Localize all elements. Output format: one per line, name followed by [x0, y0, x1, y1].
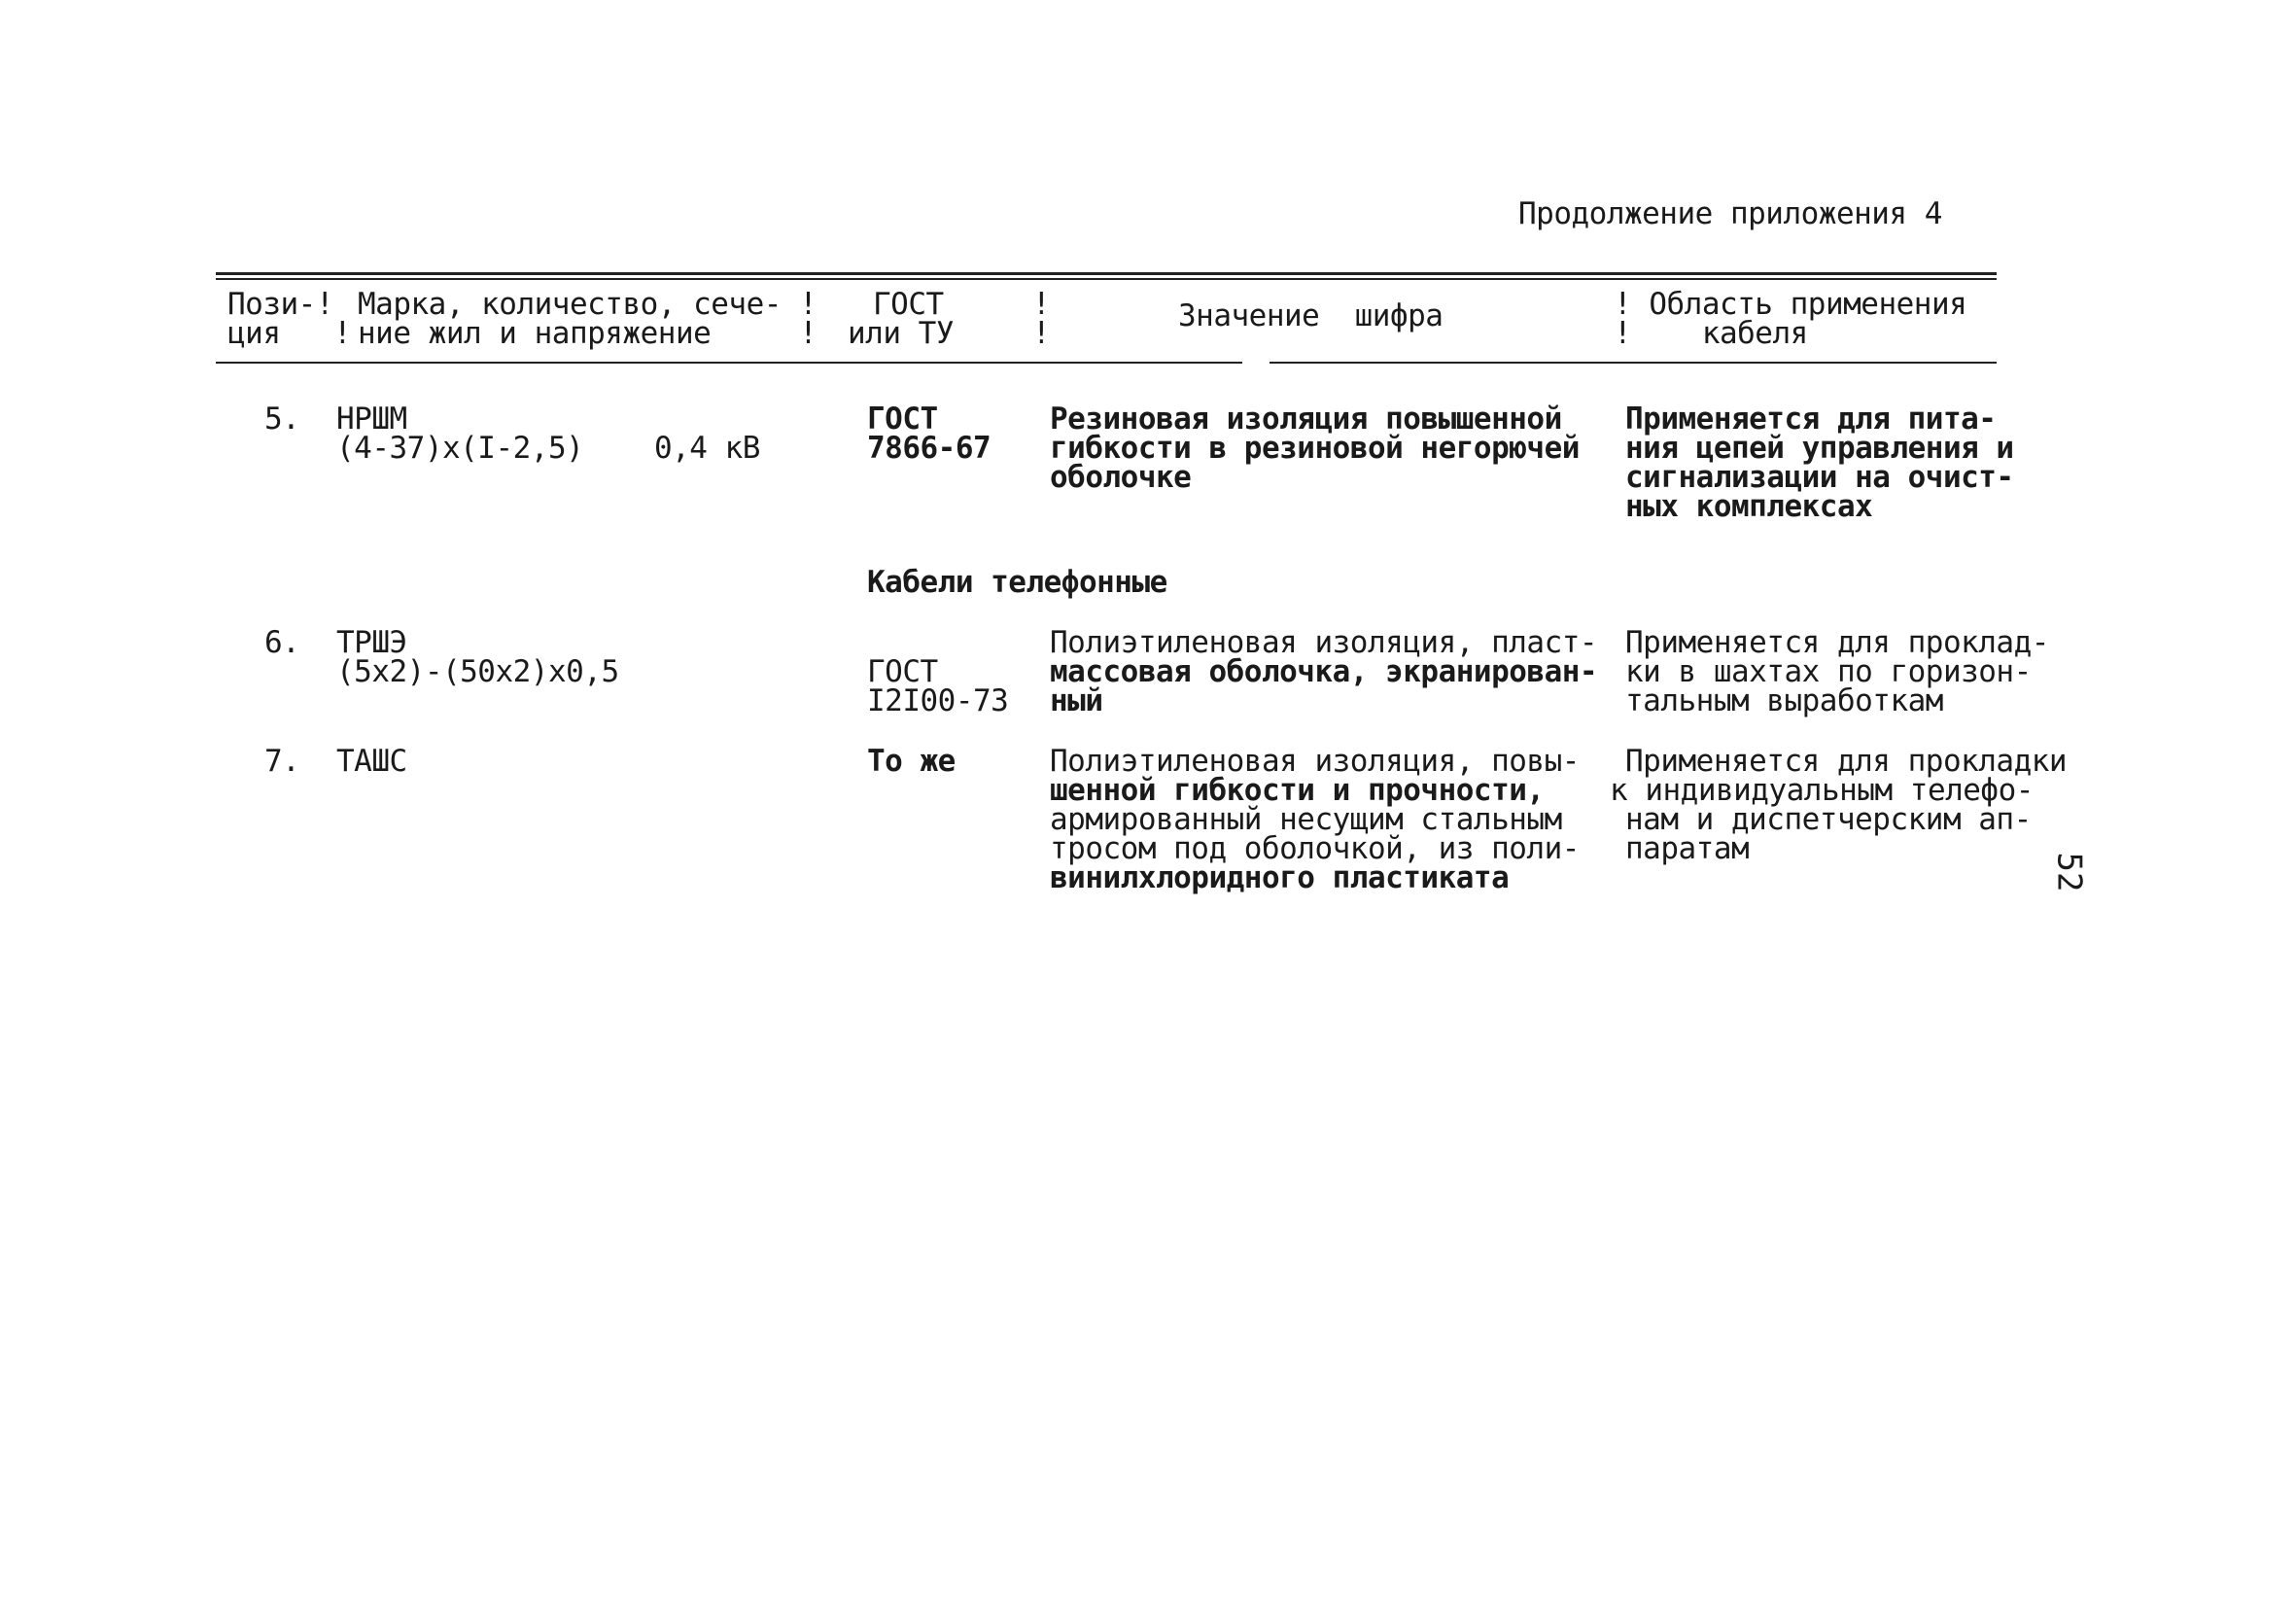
area-line: ных комплексах [1625, 489, 1873, 524]
continuation-title: Продолжение приложения 4 [1518, 196, 1942, 231]
value-line: армированный несущим стальным [1050, 802, 1562, 837]
cable-mark: ТРШЭ [336, 625, 407, 660]
area-line: Применяется для пита- [1625, 402, 1997, 437]
header-gost-line2: или ТУ [848, 316, 954, 351]
value-line: ный [1050, 683, 1103, 718]
value-line: гибкости в резиновой негорючей [1050, 431, 1580, 466]
cable-spec: (5х2)-(50х2)х0,5 [336, 654, 619, 689]
value-line: массовая оболочка, экранирован- [1050, 654, 1598, 689]
cable-mark: НРШМ [336, 402, 407, 437]
cable-spec: (4-37)х(I-2,5) 0,4 кВ [336, 431, 760, 466]
page-number: 52 [2049, 852, 2089, 892]
cable-mark: ТАШС [336, 744, 407, 779]
header-bottom-rule-left [216, 362, 1242, 364]
value-line: винилхлоридного пластиката [1050, 860, 1510, 895]
table-top-rule-2 [216, 278, 1997, 280]
area-line: паратам [1625, 831, 1750, 866]
row-number: 7. [264, 744, 300, 779]
value-line: оболочке [1050, 460, 1192, 495]
header-area-line2: ! кабеля [1614, 316, 1808, 351]
area-line: Применяется для прокладки [1625, 744, 2068, 779]
area-line: ния цепей управления и [1625, 431, 2014, 466]
area-line: сигнализации на очист- [1625, 460, 2014, 495]
header-separator-2: ! [1032, 316, 1051, 351]
header-position-line2: ция ! [227, 316, 352, 351]
header-gost-line1: ГОСТ [873, 287, 944, 322]
value-line: Резиновая изоляция повышенной [1050, 402, 1562, 437]
area-line: тальным выработкам [1625, 683, 1943, 718]
row-number: 6. [264, 625, 300, 660]
area-line: нам и диспетчерским ап- [1625, 802, 2032, 837]
area-line: к индивидуальным телефо- [1610, 773, 2034, 808]
header-mark-line1: Марка, количество, сече- ! [358, 287, 818, 322]
header-position-line1: Пози-! [227, 287, 333, 322]
header-area-line1: ! Область применения [1614, 287, 1967, 322]
value-line: шенной гибкости и прочности, [1050, 773, 1545, 808]
row-number: 5. [264, 402, 300, 437]
value-line: Полиэтиленовая изоляция, пласт- [1050, 625, 1598, 660]
gost-same: То же [867, 744, 956, 779]
section-heading-telephone: Кабели телефонные [867, 565, 1167, 600]
gost-number: 7866-67 [867, 431, 991, 466]
gost-number: I2I00-73 [867, 683, 1009, 718]
table-top-rule [216, 272, 1997, 275]
value-line: тросом под оболочкой, из поли- [1050, 831, 1580, 866]
gost-label: ГОСТ [867, 654, 938, 689]
header-bottom-rule-right [1270, 362, 1997, 364]
value-line: Полиэтиленовая изоляция, повы- [1050, 744, 1580, 779]
header-value: Значение шифра [1178, 298, 1444, 333]
area-line: ки в шахтах по горизон- [1625, 654, 2032, 689]
area-line: Применяется для проклад- [1625, 625, 2049, 660]
gost-label: ГОСТ [867, 402, 938, 437]
header-mark-line2: ние жил и напряжение ! [358, 316, 818, 351]
header-separator-1: ! [1032, 287, 1051, 322]
